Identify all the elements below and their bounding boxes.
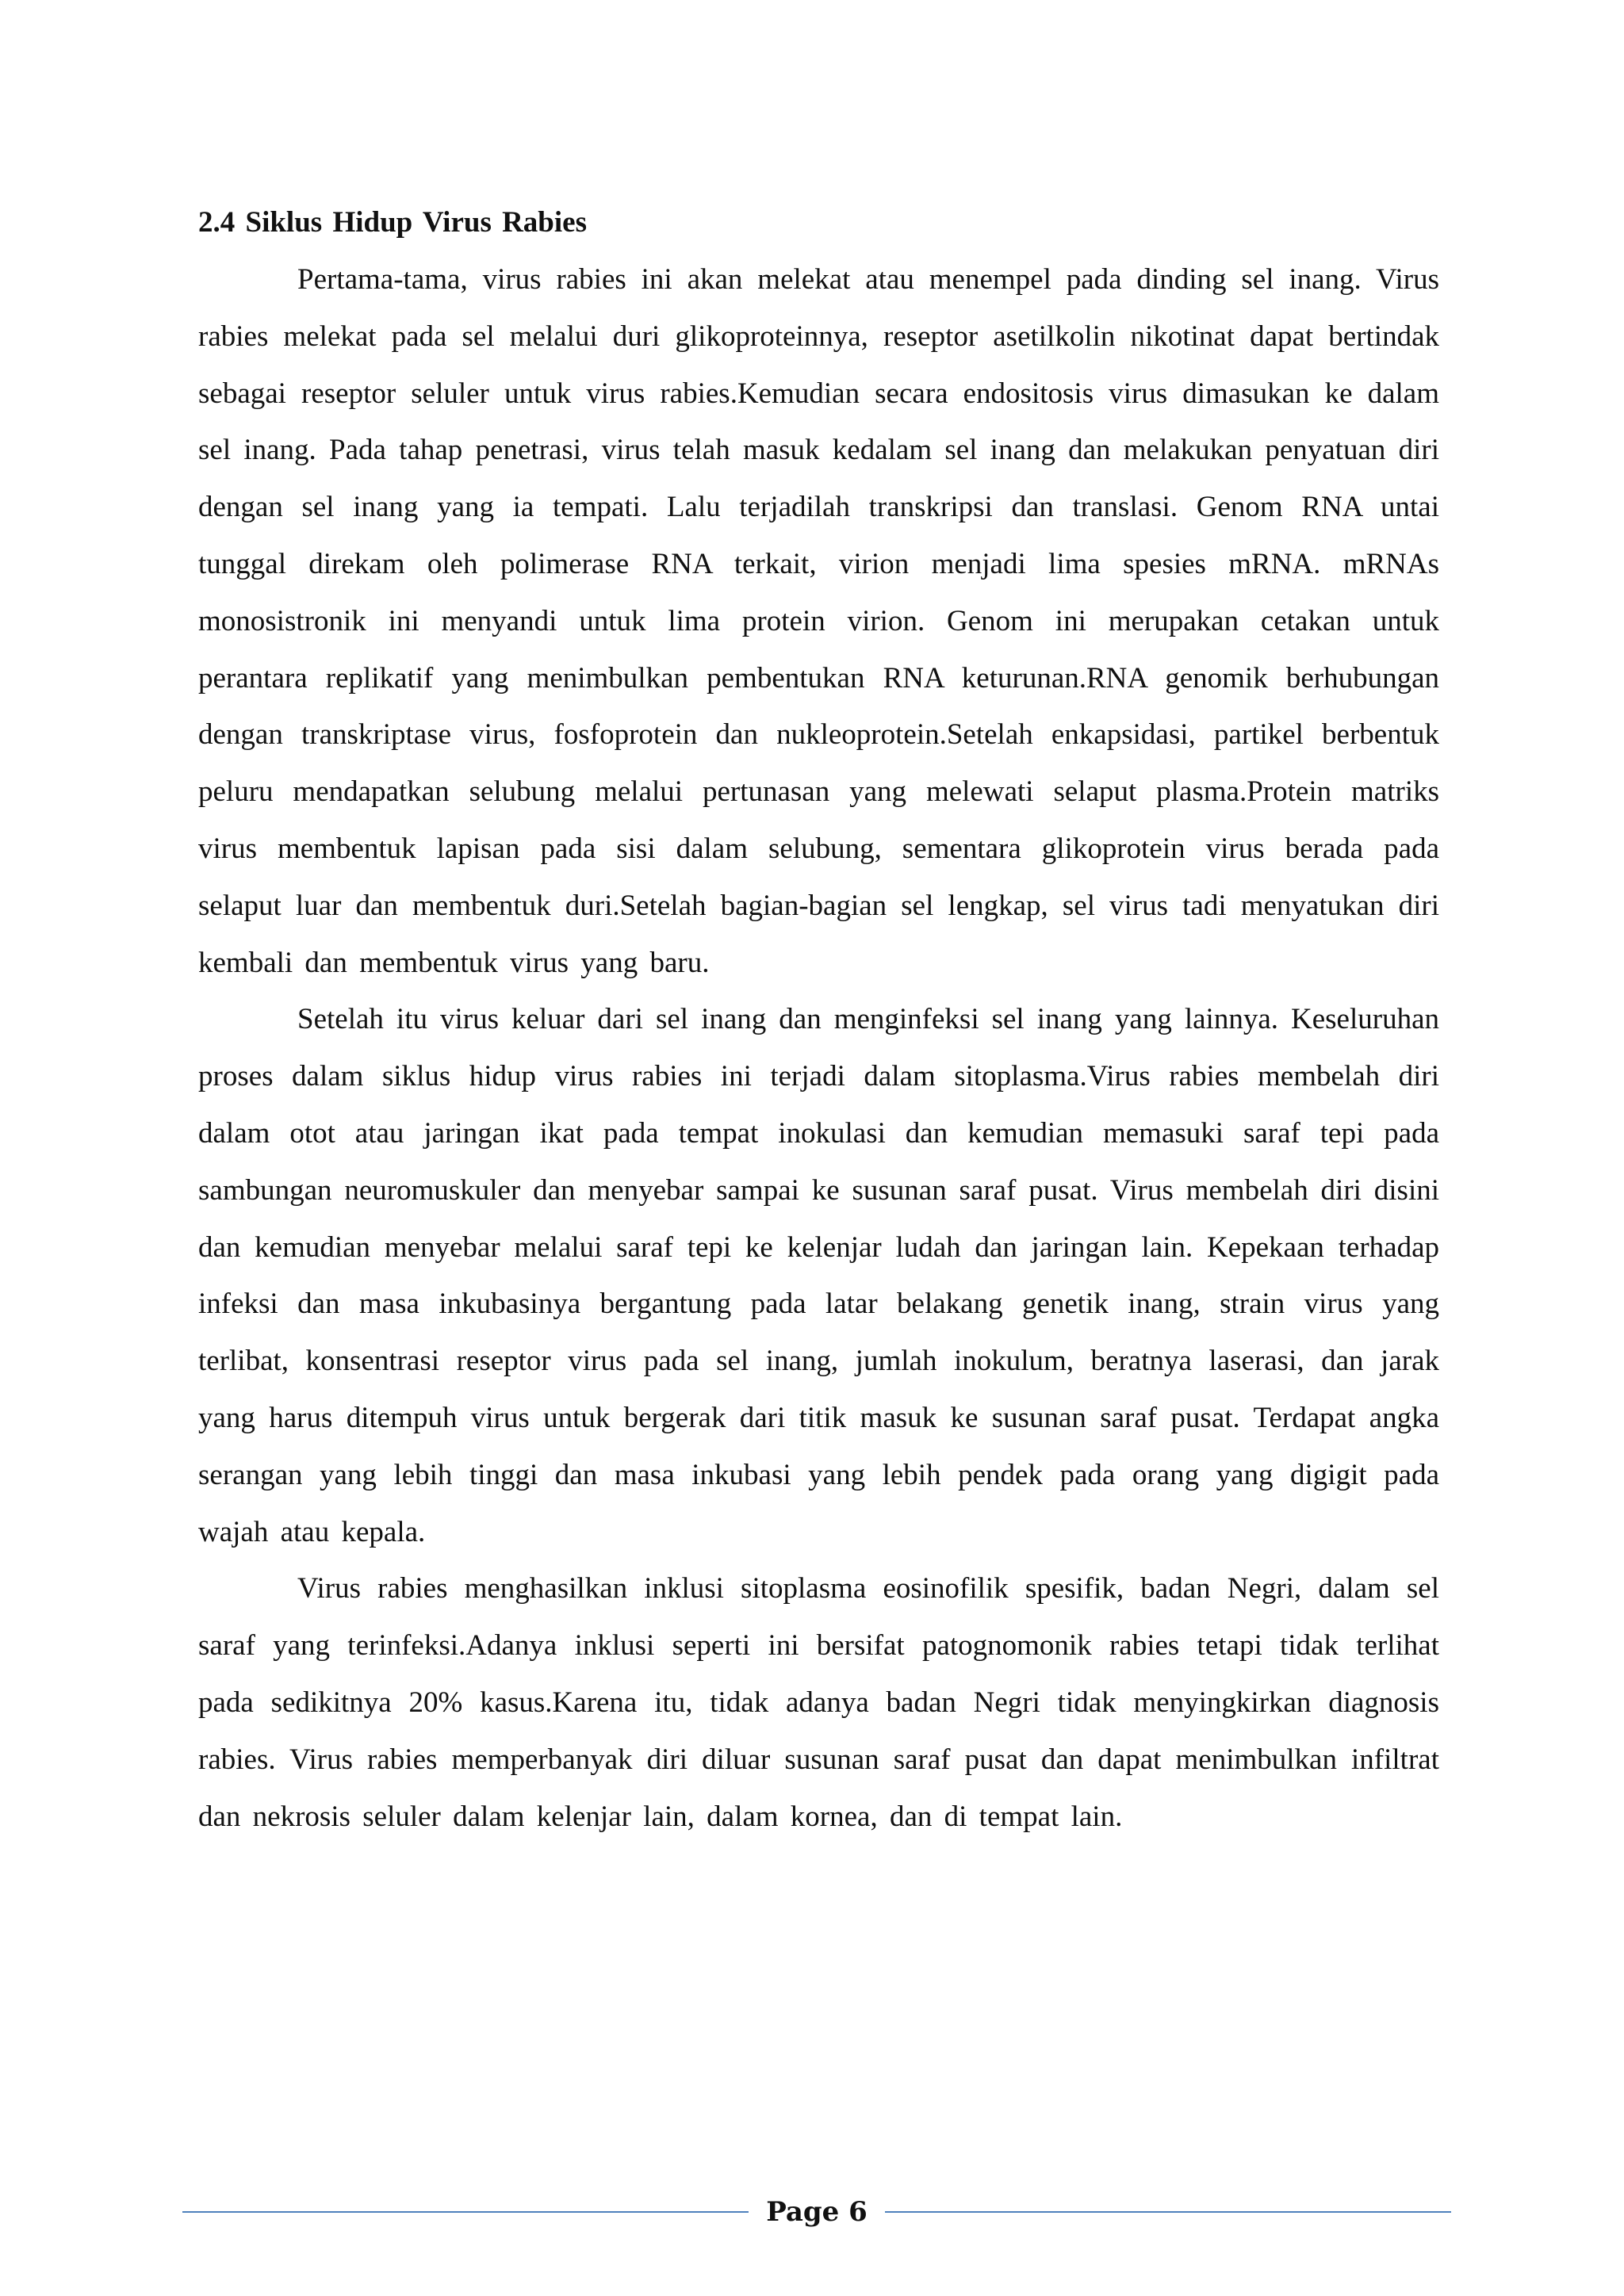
page-number: Page 6 bbox=[766, 2196, 868, 2228]
section-heading: 2.4 Siklus Hidup Virus Rabies bbox=[198, 206, 587, 239]
footer-rule-left bbox=[182, 2211, 749, 2213]
paragraph-2: Setelah itu virus keluar dari sel inang dan menginfeksi sel inang yang lainnya. Keseluruhan proses dalam siklus hidup virus rabies ini terjadi dalam sitoplasma.Virus rabies membelah diri dalam otot atau jaringan ikat pada tempat inokulasi dan kemudian memasuki saraf tepi pada sambungan neuromuskuler dan menyebar sampai ke susunan saraf pusat. Virus membelah diri disini dan kemudian menyebar melalui saraf tepi ke kelenjar ludah dan jaringan lain. Kepekaan terhadap infeksi dan masa inkubasinya bergantung pada latar belakang genetik inang, strain virus yang terlibat, konsentrasi reseptor virus pada sel inang, jumlah inokulum, beratnya laserasi, dan jarak yang harus ditempuh virus untuk bergerak dari titik masuk ke susunan saraf pusat. Terdapat angka serangan yang lebih tinggi dan masa inkubasi yang lebih pendek pada orang yang digigit pada wajah atau kepala. bbox=[198, 1003, 1439, 1548]
paragraph-1: Pertama-tama, virus rabies ini akan melekat atau menempel pada dinding sel inang. Virus rabies melekat pada sel melalui duri glikoproteinnya, reseptor asetilkolin nikotinat dapat bertindak sebagai reseptor seluler untuk virus rabies.Kemudian secara endositosis virus dimasukan ke dalam sel inang. Pada tahap penetrasi, virus telah masuk kedalam sel inang dan melakukan penyatuan diri dengan sel inang yang ia tempati. Lalu terjadilah transkripsi dan translasi. Genom RNA untai tunggal direkam oleh polimerase RNA terkait, virion menjadi lima spesies mRNA. mRNAs monosistronik ini menyandi untuk lima protein virion. Genom ini merupakan cetakan untuk perantara replikatif yang menimbulkan pembentukan RNA keturunan.RNA genomik berhubungan dengan transkriptase virus, fosfoprotein dan nukleoprotein.Setelah enkapsidasi, partikel berbentuk peluru mendapatkan selubung melalui pertunasan yang melewati selaput plasma.Protein matriks virus membentuk lapisan pada sisi dalam selubung, sementara glikoprotein virus berada pada selaput luar dan membentuk duri.Setelah bagian-bagian sel lengkap, sel virus tadi menyatukan diri kembali dan membentuk virus yang baru. bbox=[198, 263, 1439, 979]
paragraph-3: Virus rabies menghasilkan inklusi sitoplasma eosinofilik spesifik, badan Negri, dalam sel saraf yang terinfeksi.Adanya inklusi seperti ini bersifat patognomonik rabies tetapi tidak terlihat pada sedikitnya 20% kasus.Karena itu, tidak adanya badan Negri tidak menyingkirkan diagnosis rabies. Virus rabies memperbanyak diri diluar susunan saraf pusat dan dapat menimbulkan infiltrat dan nekrosis seluler dalam kelenjar lain, dalam kornea, dan di tempat lain. bbox=[198, 1572, 1439, 1833]
footer-rule-right bbox=[885, 2211, 1451, 2213]
page-footer bbox=[182, 2192, 1451, 2232]
document-body bbox=[198, 194, 1439, 1845]
